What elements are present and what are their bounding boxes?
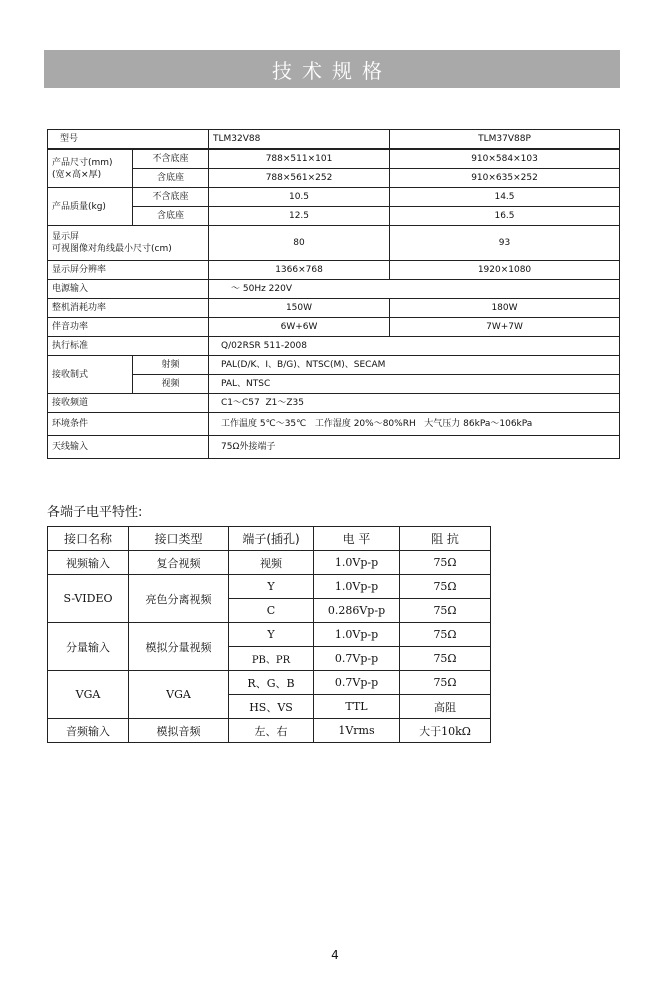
table-row <box>48 575 491 599</box>
standard-label: 执行标准 <box>48 337 209 356</box>
level: 1.0Vp-p <box>314 623 400 647</box>
column-header: 阻 抗 <box>400 527 491 551</box>
with-base-label: 含底座 <box>133 207 209 226</box>
screen-a: 80 <box>209 226 390 261</box>
impedance: 75Ω <box>400 599 491 623</box>
screen-label: 显示屏 可视图像对角线最小尺寸(cm) <box>48 226 209 261</box>
impedance: 75Ω <box>400 551 491 575</box>
table-row <box>48 719 491 743</box>
no-base-label: 不含底座 <box>133 149 209 169</box>
port: PB、PR <box>229 647 314 671</box>
size-nobase-b: 910×584×103 <box>390 149 620 169</box>
level: TTL <box>314 695 400 719</box>
table-row <box>48 261 620 280</box>
env-value: 工作温度 5℃～35℃ 工作湿度 20%～80%RH 大气压力 86kPa～106kPa <box>209 413 620 436</box>
channel-value: C1～C57 Z1～Z35 <box>209 394 620 413</box>
res-label: 显示屏分辨率 <box>48 261 209 280</box>
table-row <box>48 671 491 695</box>
model-a: TLM32V88 <box>209 130 390 150</box>
impedance: 75Ω <box>400 671 491 695</box>
table-row <box>48 299 620 318</box>
weight-nobase-b: 14.5 <box>390 188 620 207</box>
antenna-value: 75Ω外接端子 <box>209 436 620 459</box>
level: 1Vrms <box>314 719 400 743</box>
audio-b: 7W+7W <box>390 318 620 337</box>
terminal-table <box>47 526 491 743</box>
consumption-a: 150W <box>209 299 390 318</box>
weight-base-a: 12.5 <box>209 207 390 226</box>
rf-label: 射频 <box>133 356 209 375</box>
channel-label: 接收频道 <box>48 394 209 413</box>
interface-name: 分量输入 <box>48 623 129 671</box>
interface-type: 亮色分离视频 <box>129 575 229 623</box>
table-row <box>48 207 620 226</box>
interface-name: S-VIDEO <box>48 575 129 623</box>
interface-name: 视频输入 <box>48 551 129 575</box>
screen-b: 93 <box>390 226 620 261</box>
video-label: 视频 <box>133 375 209 394</box>
audio-a: 6W+6W <box>209 318 390 337</box>
table-row <box>48 318 620 337</box>
port: R、G、B <box>229 671 314 695</box>
port: Y <box>229 623 314 647</box>
interface-name: 音频输入 <box>48 719 129 743</box>
port: Y <box>229 575 314 599</box>
page-number: 4 <box>331 948 339 962</box>
table-row <box>48 130 620 150</box>
table-row <box>48 436 620 459</box>
size-label: 产品尺寸(mm) (宽×高×厚) <box>48 149 133 188</box>
terminal-section-title: 各端子电平特性: <box>47 505 143 520</box>
level: 0.7Vp-p <box>314 647 400 671</box>
interface-name: VGA <box>48 671 129 719</box>
receive-label: 接收制式 <box>48 356 133 394</box>
level: 0.7Vp-p <box>314 671 400 695</box>
impedance: 75Ω <box>400 623 491 647</box>
table-row <box>48 169 620 188</box>
level: 1.0Vp-p <box>314 575 400 599</box>
size-base-b: 910×635×252 <box>390 169 620 188</box>
model-b: TLM37V88P <box>390 130 620 150</box>
size-base-a: 788×561×252 <box>209 169 390 188</box>
video-value: PAL、NTSC <box>209 375 620 394</box>
weight-label: 产品质量(kg) <box>48 188 133 226</box>
port: 视频 <box>229 551 314 575</box>
column-header: 接口类型 <box>129 527 229 551</box>
consumption-label: 整机消耗功率 <box>48 299 209 318</box>
port: 左、右 <box>229 719 314 743</box>
table-row <box>48 413 620 436</box>
level: 0.286Vp-p <box>314 599 400 623</box>
column-header: 电 平 <box>314 527 400 551</box>
table-row <box>48 337 620 356</box>
res-a: 1366×768 <box>209 261 390 280</box>
model-label: 型号 <box>48 130 209 150</box>
audio-label: 伴音功率 <box>48 318 209 337</box>
impedance: 75Ω <box>400 647 491 671</box>
table-header-row <box>48 527 491 551</box>
column-header: 接口名称 <box>48 527 129 551</box>
antenna-label: 天线输入 <box>48 436 209 459</box>
weight-nobase-a: 10.5 <box>209 188 390 207</box>
table-row <box>48 280 620 299</box>
standard-value: Q/02RSR 511-2008 <box>209 337 620 356</box>
env-label: 环境条件 <box>48 413 209 436</box>
level: 1.0Vp-p <box>314 551 400 575</box>
consumption-b: 180W <box>390 299 620 318</box>
table-row <box>48 149 620 169</box>
port: HS、VS <box>229 695 314 719</box>
with-base-label: 含底座 <box>133 169 209 188</box>
weight-base-b: 16.5 <box>390 207 620 226</box>
res-b: 1920×1080 <box>390 261 620 280</box>
interface-type: VGA <box>129 671 229 719</box>
impedance: 75Ω <box>400 575 491 599</box>
power-label: 电源输入 <box>48 280 209 299</box>
table-row <box>48 188 620 207</box>
spec-table <box>47 129 620 459</box>
table-row <box>48 375 620 394</box>
interface-type: 模拟分量视频 <box>129 623 229 671</box>
table-row <box>48 356 620 375</box>
interface-type: 复合视频 <box>129 551 229 575</box>
power-value: ～ 50Hz 220V <box>209 280 620 299</box>
rf-value: PAL(D/K、I、B/G)、NTSC(M)、SECAM <box>209 356 620 375</box>
page-title: 技术规格 <box>44 50 620 88</box>
table-row <box>48 394 620 413</box>
impedance: 高阻 <box>400 695 491 719</box>
size-nobase-a: 788×511×101 <box>209 149 390 169</box>
table-row <box>48 551 491 575</box>
impedance: 大于10kΩ <box>400 719 491 743</box>
table-row <box>48 623 491 647</box>
table-row <box>48 226 620 261</box>
interface-type: 模拟音频 <box>129 719 229 743</box>
column-header: 端子(插孔) <box>229 527 314 551</box>
no-base-label: 不含底座 <box>133 188 209 207</box>
port: C <box>229 599 314 623</box>
